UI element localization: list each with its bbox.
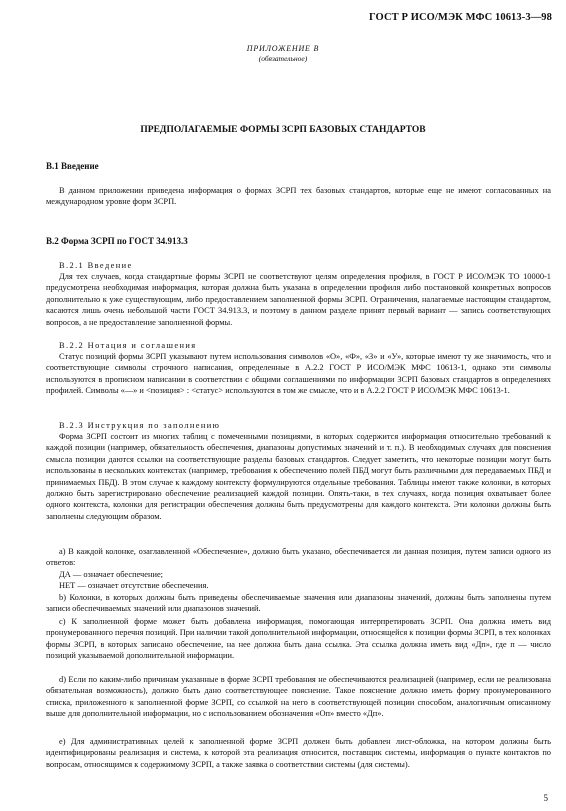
section-b1-heading: В.1 Введение: [46, 161, 99, 171]
subsection-b21-title: В.2.1 Введение: [59, 261, 133, 270]
document-code-header: ГОСТ Р ИСО/МЭК МФС 10613-3—98: [369, 12, 552, 23]
list-item-a-yes: ДА — означает обеспечение;: [59, 570, 163, 579]
subsection-b23-title: В.2.3 Инструкция по заполнению: [59, 421, 221, 430]
section-b1-paragraph: В данном приложении приведена информация о формах ЗСРП тех базовых стандартов, которые еще не имеют согласованных на международном уровне форм ЗСРП.: [46, 186, 551, 207]
page-number: 5: [543, 793, 548, 803]
subsection-b21-intro: Для тех случаев, когда стандартные формы ЗСРП не соответствуют целям определения профиля, в ГОСТ Р ИСО/МЭК ТО 10000-1 предусмотрена необходимая информация, которая должна быть указана в определении профиля либо постановкой конкретных вопросов дополнительно к уже существующим, либо предоставлением заполненной формы ЗСРП. Ограничения, налагаемые настоящим стандартом, касаются лишь очень небольшой части ГОСТ 34.913.3, и поэтому в данном разделе принят первый вариант — запись соответствующих вопросов, а не предоставление заполненной формы.: [46, 272, 551, 327]
list-item-b: b) Колонки, в которых должны быть приведены обеспечиваемые значения или диапазоны значений, должны быть заполнены путем записи обеспечиваемых значений или диапазонов значений.: [46, 593, 551, 614]
appendix-title: ПРИЛОЖЕНИЕ В: [246, 44, 320, 53]
document-title: ПРЕДПОЛАГАЕМЫЕ ФОРМЫ ЗСРП БАЗОВЫХ СТАНДАРТОВ: [140, 125, 426, 135]
list-item-a: а) В каждой колонке, озаглавленной «Обеспечение», должно быть указано, обеспечивается ли данная позиция, путем записи одного из ответов:: [46, 547, 551, 568]
section-b2-heading: В.2 Форма ЗСРП по ГОСТ 34.913.3: [46, 236, 188, 246]
list-item-d: d) Если по каким-либо причинам указанные в форме ЗСРП требования не обеспечиваются реализацией (например, если не реализована обязательная возможность), должно быть дано соответствующее пояснение. Такое пояснение должно иметь форму пронумерованного списка, приложенного к заполненной форме ЗСРП, со ссылкой на него в соответствующей позиции способом, аналогичным описанному выше для дополнительной информации, но с использованием обозначения «Оп» вместо «Дп».: [46, 675, 551, 719]
list-item-e: e) Для административных целей к заполненной форме ЗСРП должен быть добавлен лист-обложка, на котором должны быть идентифицированы реализация и система, к которой эта реализация относится, поставщик системы, информация о пунктe контактов по вопросам, относящимся к содержимому ЗСРП, а также заявка о соответствии системы (для системы).: [46, 737, 551, 769]
subsection-b22-text: Статус позиций формы ЗСРП указывают путем использования символов «О», «Ф», «З» и «У», которые имеют ту же значимость, что и соответствующие символы строчного написания, определенные в А.2.2 ГОСТ Р ИСО/МЭК МФС 10613-1, однако эти символы используются в прописном написании в соответствии с общими соглашениями по информации ЗСРП базовых стандартов в определениях профилей. Символы «—» и <позиция> : <статус> используются в том же смысле, что и в А.2.2 ГОСТ Р ИСО/МЭК МФС 10613-1.: [46, 352, 551, 396]
list-item-a-no: НЕТ — означает отсутствие обеспечения.: [59, 581, 209, 590]
subsection-b22-title: В.2.2 Нотация и соглашения: [59, 341, 197, 350]
list-item-c: c) К заполненной форме может быть добавлена информация, помогающая интерпретировать ЗСРП. Она должна иметь вид пронумерованного перечня позиций. При наличии такой дополнительной информации, относящейся к позиции формы ЗСРП, в тех колонках формы ЗСРП, в которых записано обеспечение, на нее должна быть дана ссылка. Эта ссылка должна иметь вид «Дп», где п — число позиций указываемой дополнительной информации.: [46, 617, 551, 661]
subsection-b23-paragraph: Форма ЗСРП состоит из многих таблиц с помеченными позициями, в которых содержится информация относительно требований к каждой позиции (например, обязательность обеспечения, диапазоны допустимых значений и т. п.). В необходимых случаях для пояснения смысла позиции даются ссылки на соответствующие разделы базовых стандартов. Следует заметить, что некоторые позиции могут быть использованы в нескольких контекстах (например, требования к обеспечению полей ПБД могут быть различными для передаваемых ПБД и принимаемых ПБД). В этом случае к каждому контексту формулируются отдельные требования. Таблицы имеют также колонки, в которых должно быть зарегистрировано обеспечение реализацией каждой позиции. Опять-таки, в тех случаях, когда позиция охватывает более одного контекста, колонки для регистрации обеспечения должны быть предусмотрены для каждого контекста. Эти колонки должны быть заполнены следующим образом.: [46, 432, 551, 521]
appendix-note: (обязательное): [258, 54, 308, 63]
